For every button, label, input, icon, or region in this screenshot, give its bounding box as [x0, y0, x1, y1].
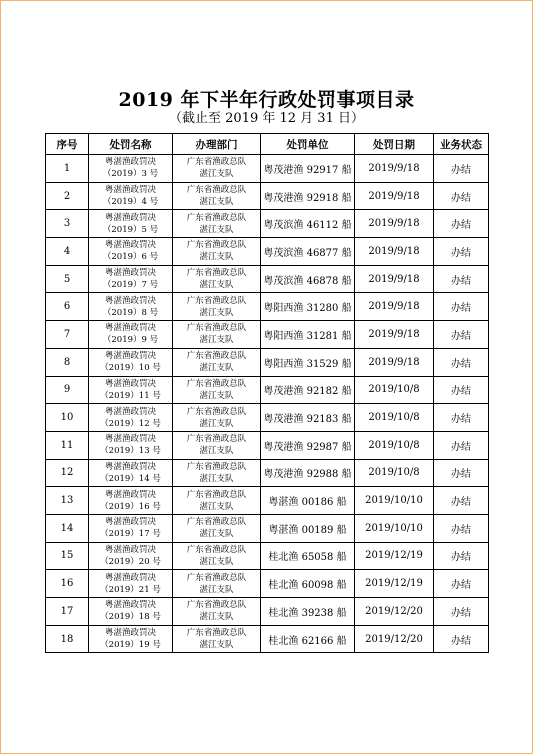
department-line2: 湛江支队 — [199, 612, 234, 623]
penalty-name-line2: （2019）19 号 — [100, 640, 161, 651]
cell-status: 办结 — [434, 238, 489, 266]
department-line1: 广东省渔政总队 — [186, 434, 247, 445]
cell-seq: 15 — [46, 542, 89, 570]
cell-penalty-name — [89, 376, 173, 404]
cell-penalized-unit: 粤湛渔 00189 船 — [261, 514, 355, 542]
department-line1: 广东省渔政总队 — [186, 212, 247, 223]
cell-penalty-date: 2019/9/18 — [355, 210, 434, 238]
penalty-name-line1: 粤湛渔政罚决 — [104, 240, 156, 251]
cell-department — [173, 431, 261, 459]
penalty-name-line2: （2019）5 号 — [102, 224, 159, 235]
header-seq: 序号 — [46, 134, 89, 155]
department-line2: 湛江支队 — [199, 390, 234, 401]
department-line1: 广东省渔政总队 — [186, 351, 247, 362]
department-line1: 广东省渔政总队 — [186, 268, 247, 279]
table-row — [46, 265, 489, 293]
penalty-name-line1: 粤湛渔政罚决 — [104, 517, 156, 528]
cell-department — [173, 598, 261, 626]
department-line2: 湛江支队 — [199, 556, 234, 567]
cell-penalty-date: 2019/9/18 — [355, 238, 434, 266]
cell-status: 办结 — [434, 155, 489, 183]
table-row — [46, 321, 489, 349]
cell-penalty-name — [89, 293, 173, 321]
cell-department — [173, 514, 261, 542]
cell-department — [173, 376, 261, 404]
department-line1: 广东省渔政总队 — [186, 489, 247, 500]
cell-penalized-unit: 桂北渔 39238 船 — [261, 598, 355, 626]
cell-seq: 13 — [46, 487, 89, 515]
department-line1: 广东省渔政总队 — [186, 295, 247, 306]
department-line1: 广东省渔政总队 — [186, 185, 247, 196]
cell-penalty-date: 2019/12/19 — [355, 570, 434, 598]
department-line2: 湛江支队 — [199, 584, 234, 595]
penalty-name-line1: 粤湛渔政罚决 — [104, 268, 156, 279]
table-row — [46, 210, 489, 238]
cell-department — [173, 210, 261, 238]
cell-seq: 11 — [46, 431, 89, 459]
penalty-name-line1: 粤湛渔政罚决 — [104, 544, 156, 555]
cell-department — [173, 321, 261, 349]
cell-penalty-date: 2019/9/18 — [355, 321, 434, 349]
department-line1: 广东省渔政总队 — [186, 461, 247, 472]
table-row — [46, 514, 489, 542]
cell-department — [173, 570, 261, 598]
penalty-name-line1: 粤湛渔政罚决 — [104, 185, 156, 196]
cell-penalty-name — [89, 210, 173, 238]
cell-seq: 6 — [46, 293, 89, 321]
cell-status: 办结 — [434, 348, 489, 376]
penalty-name-line2: （2019）17 号 — [100, 529, 161, 540]
cell-penalized-unit: 粤茂港渔 92988 船 — [261, 459, 355, 487]
cell-seq: 7 — [46, 321, 89, 349]
table-row — [46, 542, 489, 570]
header-status: 业务状态 — [434, 134, 489, 155]
cell-department — [173, 404, 261, 432]
cell-penalized-unit: 粤阳西渔 31529 船 — [261, 348, 355, 376]
department-line1: 广东省渔政总队 — [186, 378, 247, 389]
cell-penalty-date: 2019/12/20 — [355, 598, 434, 626]
cell-department — [173, 348, 261, 376]
cell-status: 办结 — [434, 625, 489, 653]
cell-status: 办结 — [434, 514, 489, 542]
penalty-name-line2: （2019）21 号 — [100, 584, 161, 595]
penalty-name-line1: 粤湛渔政罚决 — [104, 323, 156, 334]
cell-status: 办结 — [434, 570, 489, 598]
department-line2: 湛江支队 — [199, 307, 234, 318]
cell-penalized-unit: 粤茂滨渔 46112 船 — [261, 210, 355, 238]
cell-status: 办结 — [434, 321, 489, 349]
cell-seq: 8 — [46, 348, 89, 376]
department-line1: 广东省渔政总队 — [186, 240, 247, 251]
cell-penalty-date: 2019/12/19 — [355, 542, 434, 570]
department-line2: 湛江支队 — [199, 640, 234, 651]
cell-status: 办结 — [434, 431, 489, 459]
cell-department — [173, 542, 261, 570]
cell-department — [173, 625, 261, 653]
department-line2: 湛江支队 — [199, 363, 234, 374]
cell-penalized-unit: 桂北渔 65058 船 — [261, 542, 355, 570]
cell-status: 办结 — [434, 404, 489, 432]
cell-penalty-name — [89, 321, 173, 349]
cell-penalty-name — [89, 182, 173, 210]
header-penalty-date: 处罚日期 — [355, 134, 434, 155]
cell-penalized-unit: 粤茂港渔 92987 船 — [261, 431, 355, 459]
cell-penalty-date: 2019/10/8 — [355, 459, 434, 487]
department-line1: 广东省渔政总队 — [186, 544, 247, 555]
penalty-name-line2: （2019）8 号 — [102, 307, 159, 318]
penalty-name-line2: （2019）7 号 — [102, 280, 159, 291]
cell-status: 办结 — [434, 542, 489, 570]
penalty-name-line1: 粤湛渔政罚决 — [104, 351, 156, 362]
cell-penalized-unit: 粤茂港渔 92918 船 — [261, 182, 355, 210]
cell-penalty-date: 2019/9/18 — [355, 293, 434, 321]
document-subtitle: （截止至 2019 年 12 月 31 日） — [169, 111, 364, 126]
penalty-name-line2: （2019）10 号 — [100, 363, 161, 374]
cell-penalty-date: 2019/9/18 — [355, 265, 434, 293]
department-line2: 湛江支队 — [199, 252, 234, 263]
penalty-name-line1: 粤湛渔政罚决 — [104, 295, 156, 306]
table-header-row — [46, 134, 489, 155]
cell-penalty-name — [89, 514, 173, 542]
cell-penalized-unit: 粤阳西渔 31280 船 — [261, 293, 355, 321]
cell-penalty-name — [89, 348, 173, 376]
cell-department — [173, 459, 261, 487]
penalty-name-line2: （2019）4 号 — [102, 197, 159, 208]
cell-status: 办结 — [434, 182, 489, 210]
penalty-name-line2: （2019）12 号 — [100, 418, 161, 429]
document-title: 2019 年下半年行政处罚事项目录 — [118, 89, 415, 111]
cell-seq: 9 — [46, 376, 89, 404]
header-penalized-unit: 处罚单位 — [261, 134, 355, 155]
penalty-name-line2: （2019）11 号 — [100, 390, 161, 401]
cell-penalty-date: 2019/10/10 — [355, 514, 434, 542]
penalty-name-line1: 粤湛渔政罚决 — [104, 212, 156, 223]
table-row — [46, 293, 489, 321]
table-row — [46, 238, 489, 266]
penalty-name-line2: （2019）13 号 — [100, 446, 161, 457]
cell-seq: 14 — [46, 514, 89, 542]
penalty-name-line2: （2019）20 号 — [100, 556, 161, 567]
penalty-name-line1: 粤湛渔政罚决 — [104, 434, 156, 445]
cell-status: 办结 — [434, 487, 489, 515]
cell-status: 办结 — [434, 459, 489, 487]
cell-department — [173, 293, 261, 321]
department-line2: 湛江支队 — [199, 418, 234, 429]
penalty-name-line1: 粤湛渔政罚决 — [104, 489, 156, 500]
cell-penalized-unit: 粤茂港渔 92182 船 — [261, 376, 355, 404]
department-line1: 广东省渔政总队 — [186, 406, 247, 417]
department-line2: 湛江支队 — [199, 280, 234, 291]
cell-seq: 4 — [46, 238, 89, 266]
penalty-name-line1: 粤湛渔政罚决 — [104, 378, 156, 389]
penalty-name-line1: 粤湛渔政罚决 — [104, 461, 156, 472]
cell-penalty-date: 2019/10/8 — [355, 404, 434, 432]
penalty-name-line1: 粤湛渔政罚决 — [104, 157, 156, 168]
penalty-name-line2: （2019）16 号 — [100, 501, 161, 512]
cell-penalty-name — [89, 155, 173, 183]
cell-penalty-name — [89, 487, 173, 515]
cell-seq: 16 — [46, 570, 89, 598]
cell-penalty-name — [89, 570, 173, 598]
cell-penalized-unit: 粤茂滨渔 46877 船 — [261, 238, 355, 266]
penalty-name-line2: （2019）9 号 — [102, 335, 159, 346]
cell-penalized-unit: 粤茂港渔 92183 船 — [261, 404, 355, 432]
cell-penalty-date: 2019/9/18 — [355, 155, 434, 183]
cell-status: 办结 — [434, 210, 489, 238]
table-row — [46, 570, 489, 598]
cell-penalty-date: 2019/12/20 — [355, 625, 434, 653]
cell-penalty-name — [89, 625, 173, 653]
penalty-name-line2: （2019）3 号 — [102, 169, 159, 180]
cell-penalty-date: 2019/10/8 — [355, 431, 434, 459]
cell-penalized-unit: 粤阳西渔 31281 船 — [261, 321, 355, 349]
penalty-name-line1: 粤湛渔政罚决 — [104, 572, 156, 583]
table-row — [46, 625, 489, 653]
table-row — [46, 376, 489, 404]
cell-department — [173, 487, 261, 515]
cell-seq: 10 — [46, 404, 89, 432]
penalty-name-line1: 粤湛渔政罚决 — [104, 406, 156, 417]
penalty-name-line2: （2019）6 号 — [102, 252, 159, 263]
department-line2: 湛江支队 — [199, 529, 234, 540]
cell-penalized-unit: 粤茂滨渔 46878 船 — [261, 265, 355, 293]
department-line2: 湛江支队 — [199, 446, 234, 457]
cell-seq: 12 — [46, 459, 89, 487]
department-line1: 广东省渔政总队 — [186, 517, 247, 528]
department-line2: 湛江支队 — [199, 224, 234, 235]
cell-penalty-name — [89, 598, 173, 626]
cell-department — [173, 182, 261, 210]
table-row — [46, 598, 489, 626]
department-line2: 湛江支队 — [199, 197, 234, 208]
cell-penalized-unit: 桂北渔 62166 船 — [261, 625, 355, 653]
department-line1: 广东省渔政总队 — [186, 600, 247, 611]
cell-status: 办结 — [434, 293, 489, 321]
cell-penalty-name — [89, 459, 173, 487]
cell-penalty-date: 2019/10/10 — [355, 487, 434, 515]
department-line2: 湛江支队 — [199, 335, 234, 346]
header-penalty-name: 处罚名称 — [89, 134, 173, 155]
department-line2: 湛江支队 — [199, 501, 234, 512]
cell-seq: 18 — [46, 625, 89, 653]
department-line2: 湛江支队 — [199, 473, 234, 484]
table-row — [46, 487, 489, 515]
table-row — [46, 459, 489, 487]
cell-penalty-name — [89, 542, 173, 570]
table-row — [46, 404, 489, 432]
department-line2: 湛江支队 — [199, 169, 234, 180]
department-line1: 广东省渔政总队 — [186, 572, 247, 583]
cell-penalty-date: 2019/9/18 — [355, 348, 434, 376]
table-row — [46, 348, 489, 376]
penalty-table — [45, 133, 489, 653]
cell-penalized-unit: 粤湛渔 00186 船 — [261, 487, 355, 515]
cell-seq: 1 — [46, 155, 89, 183]
penalty-name-line2: （2019）18 号 — [100, 612, 161, 623]
cell-penalty-date: 2019/9/18 — [355, 182, 434, 210]
cell-department — [173, 155, 261, 183]
cell-penalty-name — [89, 238, 173, 266]
cell-department — [173, 238, 261, 266]
cell-department — [173, 265, 261, 293]
cell-penalty-date: 2019/10/8 — [355, 376, 434, 404]
penalty-name-line2: （2019）14 号 — [100, 473, 161, 484]
cell-seq: 17 — [46, 598, 89, 626]
department-line1: 广东省渔政总队 — [186, 157, 247, 168]
cell-penalty-name — [89, 404, 173, 432]
cell-penalty-name — [89, 265, 173, 293]
penalty-name-line1: 粤湛渔政罚决 — [104, 600, 156, 611]
cell-status: 办结 — [434, 598, 489, 626]
cell-seq: 3 — [46, 210, 89, 238]
cell-penalty-name — [89, 431, 173, 459]
penalty-name-line1: 粤湛渔政罚决 — [104, 628, 156, 639]
header-department: 办理部门 — [173, 134, 261, 155]
cell-status: 办结 — [434, 376, 489, 404]
cell-penalized-unit: 粤茂港渔 92917 船 — [261, 155, 355, 183]
table-row — [46, 182, 489, 210]
department-line1: 广东省渔政总队 — [186, 628, 247, 639]
department-line1: 广东省渔政总队 — [186, 323, 247, 334]
table-row — [46, 155, 489, 183]
cell-penalized-unit: 桂北渔 60098 船 — [261, 570, 355, 598]
cell-seq: 2 — [46, 182, 89, 210]
table-row — [46, 431, 489, 459]
cell-status: 办结 — [434, 265, 489, 293]
cell-seq: 5 — [46, 265, 89, 293]
